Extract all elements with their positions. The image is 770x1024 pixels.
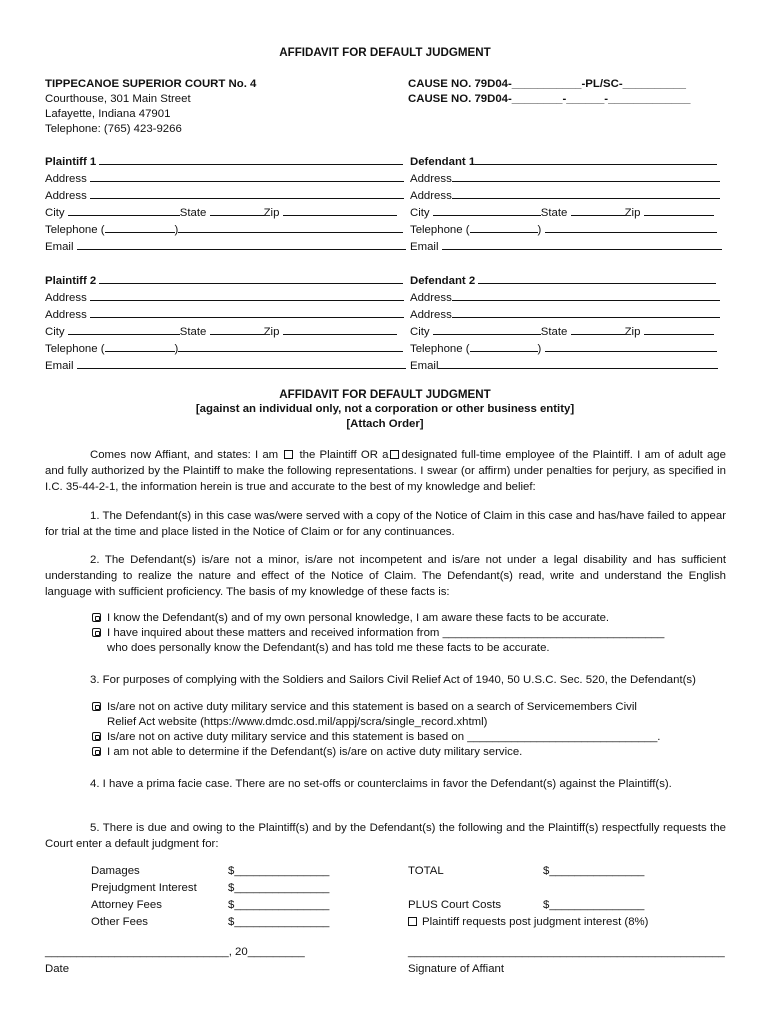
item-2-option-2-text: I have inquired about these matters and received information from ___________________________________ xyxy=(107,627,665,639)
plaintiff-2-state-field[interactable] xyxy=(210,323,264,335)
plaintiff-2-email-label: Email xyxy=(45,360,74,372)
item-2-option-2b-text: who does personally know the Defendant(s) and has told me these facts to be accurate. xyxy=(107,642,550,654)
radio-checkbox-icon[interactable] xyxy=(92,628,101,637)
defendant-1-address-label: Address xyxy=(410,173,452,185)
intro-text-1: Comes now Affiant, and states: I am xyxy=(90,449,279,461)
radio-checkbox-icon[interactable] xyxy=(92,732,101,741)
defendant-2-address2-label: Address xyxy=(410,309,452,321)
plaintiff-2-email-field[interactable] xyxy=(77,357,406,369)
item-3-option-1b-text: Relief Act website (https://www.dmdc.osd.mil/appj/scra/single_record.xhtml) xyxy=(107,716,488,728)
defendant-1-telephone-field[interactable] xyxy=(545,221,717,233)
defendant-2-email-label: Email xyxy=(410,360,439,372)
plaintiff-2-state-label: State xyxy=(179,326,207,338)
item-3-text: 3. For purposes of complying with the Soldiers and Sailors Civil Relief Act of 1940, 50 U.S.C. Sec. 520, the Defendant(s) xyxy=(90,674,696,686)
item-2-option-2[interactable] xyxy=(92,627,732,639)
prejudgment-interest-field[interactable]: $_______________ xyxy=(228,882,330,894)
plaintiff-1-telephone-field[interactable] xyxy=(178,221,403,233)
prejudgment-interest-label: Prejudgment Interest xyxy=(91,882,197,894)
plaintiff-2-zip-label: Zip xyxy=(263,326,280,338)
intro-text-3: designated full-time employee of the Plaintiff. I am of adult age and fully authorized by the Plaintiff to make the following representations. I swear (or affirm) under penalties for perjury, as specified in I.C. 35-44-2-1, the information herein is true and accurate to the best of my knowledge and belief: xyxy=(45,449,726,494)
plaintiff-1-email-field[interactable] xyxy=(77,238,406,250)
paren-close: ) xyxy=(537,343,542,355)
cause-number-2[interactable]: CAUSE NO. 79D04-________-______-_____________ xyxy=(408,93,691,105)
plaintiff-2-name-field[interactable] xyxy=(99,272,403,284)
court-phone: Telephone: (765) 423-9266 xyxy=(45,123,182,135)
defendant-2-area-code-field[interactable] xyxy=(470,340,538,352)
plaintiff-1-address-field[interactable] xyxy=(90,170,404,182)
damages-label: Damages xyxy=(91,865,140,877)
attorney-fees-field[interactable]: $_______________ xyxy=(228,899,330,911)
defendant-2-address2-field[interactable] xyxy=(452,306,720,318)
plaintiff-1-zip-label: Zip xyxy=(263,207,280,219)
court-costs-field[interactable]: $_______________ xyxy=(543,899,645,911)
paren-close: ) xyxy=(537,224,542,236)
item-2-option-1[interactable] xyxy=(92,612,732,624)
plaintiff-1-state-field[interactable] xyxy=(210,204,264,216)
defendant-1-label: Defendant 1 xyxy=(410,156,476,168)
plaintiff-checkbox[interactable] xyxy=(284,450,293,459)
paren-close: ) xyxy=(174,343,179,355)
date-label: Date xyxy=(45,963,70,975)
item-2-option-2-cont xyxy=(107,642,747,654)
court-city: Lafayette, Indiana 47901 xyxy=(45,108,171,120)
plaintiff-2-zip-field[interactable] xyxy=(283,323,397,335)
defendant-2-telephone-field[interactable] xyxy=(545,340,717,352)
defendant-2-address-field[interactable] xyxy=(452,289,720,301)
item-2-paragraph xyxy=(45,552,726,601)
defendant-1-state-field[interactable] xyxy=(571,204,625,216)
defendant-2-state-label: State xyxy=(540,326,568,338)
item-3-option-2-text: Is/are not on active duty military service and this statement is based on ______________________________. xyxy=(107,731,661,743)
defendant-2-state-field[interactable] xyxy=(571,323,625,335)
intro-paragraph xyxy=(45,447,726,496)
defendant-2-zip-label: Zip xyxy=(624,326,641,338)
paren-close: ) xyxy=(174,224,179,236)
item-3-option-3-text: I am not able to determine if the Defendant(s) is/are on active duty military service. xyxy=(107,746,523,758)
defendant-2-address-label: Address xyxy=(410,292,452,304)
employee-checkbox[interactable] xyxy=(390,450,399,459)
defendant-2-zip-field[interactable] xyxy=(644,323,714,335)
plaintiff-1-telephone-label: Telephone ( xyxy=(45,224,105,236)
plaintiff-2-city-label: City xyxy=(45,326,65,338)
plaintiff-2-area-code-field[interactable] xyxy=(105,340,175,352)
document-title: AFFIDAVIT FOR DEFAULT JUDGMENT xyxy=(279,46,491,59)
plaintiff-2-label: Plaintiff 2 xyxy=(45,275,97,287)
plaintiff-1-zip-field[interactable] xyxy=(283,204,397,216)
defendant-2-email-field[interactable] xyxy=(438,357,718,369)
post-judgment-interest-text: Plaintiff requests post judgment interest (8%) xyxy=(422,916,649,928)
item-1-paragraph xyxy=(45,508,726,540)
signature-label: Signature of Affiant xyxy=(408,963,505,975)
item-3-option-3[interactable] xyxy=(92,746,732,758)
defendant-2-name-field[interactable] xyxy=(478,272,716,284)
attorney-fees-label: Attorney Fees xyxy=(91,899,162,911)
plaintiff-1-address2-field[interactable] xyxy=(90,187,404,199)
plaintiff-2-address2-field[interactable] xyxy=(90,306,404,318)
plaintiff-2-city-field[interactable] xyxy=(68,323,180,335)
plaintiff-2-address-field[interactable] xyxy=(90,289,404,301)
defendant-1-email-field[interactable] xyxy=(442,238,722,250)
defendant-1-address-field[interactable] xyxy=(452,170,720,182)
defendant-1-state-label: State xyxy=(540,207,568,219)
item-3-option-1-text: Is/are not on active duty military service and this statement is based on a search of Servicemembers Civil xyxy=(107,701,637,713)
plaintiff-1-address2-label: Address xyxy=(45,190,87,202)
defendant-2-telephone-label: Telephone ( xyxy=(410,343,470,355)
damages-field[interactable]: $_______________ xyxy=(228,865,330,877)
plaintiff-1-email-label: Email xyxy=(45,241,74,253)
item-3-paragraph xyxy=(45,672,726,688)
plaintiff-2-telephone-label: Telephone ( xyxy=(45,343,105,355)
other-fees-field[interactable]: $_______________ xyxy=(228,916,330,928)
plaintiff-1-state-label: State xyxy=(179,207,207,219)
section-subtitle: [against an individual only, not a corporation or other business entity] xyxy=(195,403,575,415)
defendant-2-label: Defendant 2 xyxy=(410,275,476,287)
defendant-1-zip-field[interactable] xyxy=(644,204,714,216)
plaintiff-2-address-label: Address xyxy=(45,292,87,304)
item-4-text: 4. I have a prima facie case. There are no set-offs or counterclaims in favor the Defendant(s) against the Plaintiff(s). xyxy=(90,778,672,790)
other-fees-label: Other Fees xyxy=(91,916,148,928)
court-costs-label: PLUS Court Costs xyxy=(408,899,502,911)
defendant-1-email-label: Email xyxy=(410,241,439,253)
item-5-text: 5. There is due and owing to the Plaintiff(s) and by the Defendant(s) the following and the Plaintiff(s) respectfully requests the Court enter a default judgment for: xyxy=(45,822,726,851)
defendant-1-area-code-field[interactable] xyxy=(470,221,538,233)
item-5-paragraph xyxy=(45,820,726,852)
item-3-option-1[interactable] xyxy=(92,701,732,713)
radio-checkbox-icon[interactable] xyxy=(92,613,101,622)
defendant-1-address2-field[interactable] xyxy=(452,187,720,199)
item-1-text: 1. The Defendant(s) in this case was/were served with a copy of the Notice of Claim in this case and has/have failed to appear for trial at the time and place listed in the Notice of Claim or for any continuances. xyxy=(45,510,726,539)
item-3-option-1-cont xyxy=(107,716,747,728)
cause-number-1[interactable]: CAUSE NO. 79D04-___________-PL/SC-__________ xyxy=(408,78,686,90)
plaintiff-2-address2-label: Address xyxy=(45,309,87,321)
signature-field[interactable]: __________________________________________________ xyxy=(408,946,725,958)
defendant-1-telephone-label: Telephone ( xyxy=(410,224,470,236)
court-name: TIPPECANOE SUPERIOR COURT No. 4 xyxy=(45,78,257,90)
item-2-option-1-text: I know the Defendant(s) and of my own personal knowledge, I am aware these facts to be accurate. xyxy=(107,612,610,624)
plaintiff-1-address-label: Address xyxy=(45,173,87,185)
total-label: TOTAL xyxy=(408,865,444,877)
item-4-paragraph xyxy=(45,776,726,792)
defendant-1-city-label: City xyxy=(410,207,430,219)
item-2-text: 2. The Defendant(s) is/are not a minor, is/are not incompetent and is/are not under a legal disability and has sufficient understanding to realize the nature and effect of the Notice of Claim. The Defendant(s) read, write and understand the English language with sufficient proficiency. The basis of my knowledge of these facts is: xyxy=(45,554,726,599)
defendant-2-city-field[interactable] xyxy=(433,323,541,335)
defendant-1-zip-label: Zip xyxy=(624,207,641,219)
defendant-1-address2-label: Address xyxy=(410,190,452,202)
post-judgment-interest-checkbox[interactable] xyxy=(408,917,417,926)
radio-checkbox-icon[interactable] xyxy=(92,747,101,756)
plaintiff-1-name-field[interactable] xyxy=(99,153,403,165)
radio-checkbox-icon[interactable] xyxy=(92,702,101,711)
defendant-1-name-field[interactable] xyxy=(475,153,717,165)
plaintiff-2-telephone-field[interactable] xyxy=(178,340,403,352)
section-title: AFFIDAVIT FOR DEFAULT JUDGMENT xyxy=(279,388,491,401)
intro-text-2: the Plaintiff OR a xyxy=(299,449,389,461)
date-field[interactable]: _____________________________, 20_________ xyxy=(45,946,305,958)
item-3-option-2[interactable] xyxy=(92,731,732,743)
defendant-1-city-field[interactable] xyxy=(433,204,541,216)
attach-order-note: [Attach Order] xyxy=(346,418,424,430)
post-judgment-interest-option[interactable] xyxy=(408,916,648,928)
court-address: Courthouse, 301 Main Street xyxy=(45,93,191,105)
plaintiff-1-label: Plaintiff 1 xyxy=(45,156,97,168)
plaintiff-1-area-code-field[interactable] xyxy=(105,221,175,233)
defendant-2-city-label: City xyxy=(410,326,430,338)
total-field[interactable]: $_______________ xyxy=(543,865,645,877)
plaintiff-1-city-label: City xyxy=(45,207,65,219)
plaintiff-1-city-field[interactable] xyxy=(68,204,180,216)
